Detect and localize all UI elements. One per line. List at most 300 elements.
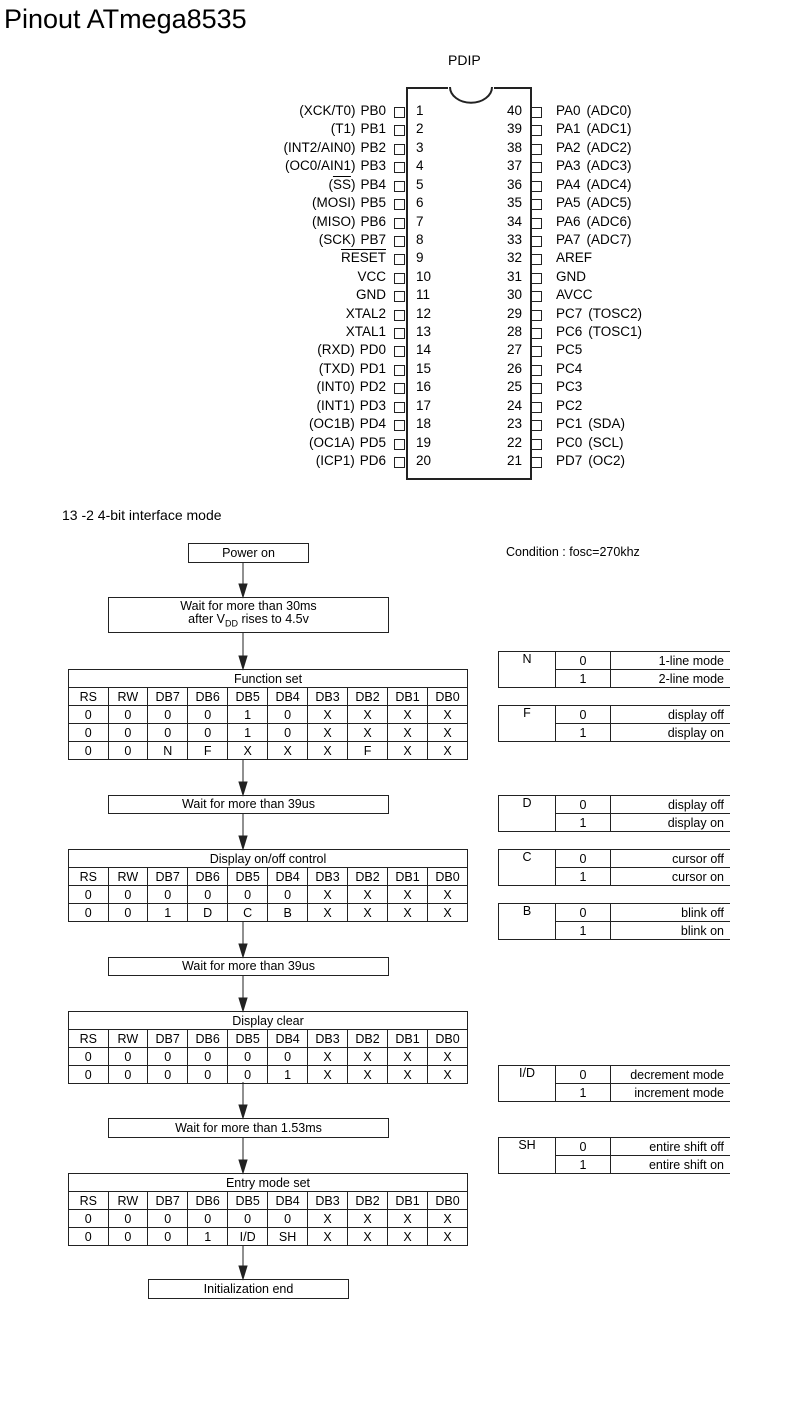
table-cell: 0: [108, 1210, 148, 1228]
pin-number: 14: [416, 342, 432, 358]
legend-value: 1: [556, 724, 611, 742]
legend-value: 0: [556, 796, 611, 814]
table-cell: X: [388, 706, 428, 724]
table-header-row: [69, 868, 468, 886]
pin-number: 38: [506, 139, 522, 155]
legend-value: 1: [556, 1156, 611, 1174]
pin-number: 15: [416, 360, 432, 376]
table-cell: B: [268, 904, 308, 922]
pin-number: 2: [416, 121, 424, 137]
pin-name: PD1: [359, 360, 386, 376]
table-cell: 0: [148, 1066, 188, 1084]
table-cell: X: [428, 1048, 468, 1066]
init-end-box: [148, 1279, 349, 1299]
pin-alt-function: (ADC1): [586, 121, 632, 137]
legend-table-id: [498, 1065, 730, 1102]
column-header: DB2: [348, 1030, 388, 1048]
table-cell: 0: [148, 724, 188, 742]
column-header: DB0: [428, 688, 468, 706]
table-cell: X: [428, 706, 468, 724]
legend-meaning: display on: [611, 814, 731, 832]
table-cell: X: [348, 904, 388, 922]
table-cell: X: [348, 886, 388, 904]
table-cell: 0: [108, 1066, 148, 1084]
column-header: DB0: [428, 1192, 468, 1210]
table-cell: X: [388, 1048, 428, 1066]
table-cell: 0: [148, 1048, 188, 1066]
table-cell: 0: [228, 1210, 268, 1228]
pin-number: 10: [416, 268, 432, 284]
pin-alt-function: (ADC5): [586, 195, 632, 211]
pin-alt-function: (RXD): [317, 342, 355, 358]
legend-row: [499, 706, 731, 724]
init-end-label: Initialization end: [203, 1281, 294, 1296]
table-cell: X: [428, 742, 468, 760]
legend-key: B: [499, 904, 556, 940]
pin-name: PB7: [360, 231, 386, 247]
table-title: Display clear: [69, 1012, 468, 1030]
table-cell: 0: [108, 1048, 148, 1066]
package-label: PDIP: [448, 52, 481, 68]
pin-number: 30: [506, 287, 522, 303]
legend-row: [499, 1138, 731, 1156]
table-cell: 0: [188, 1048, 228, 1066]
pin-number: 19: [416, 434, 432, 450]
pin-number: 5: [416, 176, 424, 192]
legend-key: D: [499, 796, 556, 832]
column-header: DB7: [148, 868, 188, 886]
table-cell: X: [348, 1048, 388, 1066]
table-cell: X: [308, 904, 348, 922]
column-header: DB5: [228, 688, 268, 706]
command-table-0: [68, 669, 468, 760]
pin-name: VCC: [357, 268, 386, 284]
pin-alt-function: (TOSC1): [588, 324, 643, 340]
pin-name: XTAL2: [345, 305, 386, 321]
table-cell: X: [428, 1066, 468, 1084]
table-cell: 1: [228, 706, 268, 724]
pin-name: PD3: [359, 397, 386, 413]
pin-name: PB6: [360, 213, 386, 229]
legend-value: 1: [556, 922, 611, 940]
table-cell: 0: [69, 1210, 109, 1228]
column-header: DB6: [188, 1192, 228, 1210]
legend-value: 1: [556, 868, 611, 886]
pin-number: 4: [416, 158, 424, 174]
table-cell: N: [148, 742, 188, 760]
pin-name: PC5: [556, 342, 583, 358]
legend-meaning: cursor on: [611, 868, 731, 886]
legend-table-c: [498, 849, 730, 886]
table-row: [69, 742, 468, 760]
page-title: Pinout ATmega8535: [4, 4, 247, 34]
pin-name: PA0: [556, 103, 581, 118]
legend-table-f: [498, 705, 730, 742]
table-cell: X: [308, 742, 348, 760]
pin-alt-function: (ADC6): [586, 213, 632, 229]
table-cell: 0: [228, 1048, 268, 1066]
pin-number: 31: [506, 268, 522, 284]
table-cell: X: [308, 886, 348, 904]
column-header: DB1: [388, 1030, 428, 1048]
wait-30ms-label: Wait for more than 30ms: [180, 598, 317, 613]
pin-name: PA4: [556, 176, 581, 192]
pin-alt-function: (OC0/AIN1): [284, 158, 356, 174]
wait-39us-box-2: [108, 957, 389, 976]
pin-name: PC3: [556, 379, 583, 395]
vdd-subscript: DD: [224, 618, 238, 629]
table-cell: 0: [69, 1228, 109, 1246]
column-header: DB6: [188, 868, 228, 886]
pin-alt-function: (OC2): [588, 452, 626, 468]
legend-key: N: [499, 652, 556, 688]
legend-value: 0: [556, 850, 611, 868]
column-header: DB0: [428, 868, 468, 886]
pin-number: 11: [416, 287, 431, 303]
table-cell: X: [388, 886, 428, 904]
pin-name: GND: [556, 268, 586, 284]
table-cell: 0: [148, 1228, 188, 1246]
pin-name: PB1: [360, 121, 386, 137]
table-cell: X: [348, 1228, 388, 1246]
pin-name: AVCC: [556, 287, 593, 303]
legend-value: 0: [556, 706, 611, 724]
pin-number: 17: [416, 397, 432, 413]
table-cell: F: [188, 742, 228, 760]
column-header: DB5: [228, 868, 268, 886]
pin-number: 13: [416, 324, 432, 340]
wait-30ms-box: [108, 597, 389, 633]
column-header: DB6: [188, 1030, 228, 1048]
pin-number: 25: [506, 379, 522, 395]
pin-name: PC1: [556, 416, 583, 432]
pin-name: PA7: [556, 231, 581, 247]
legend-meaning: entire shift on: [611, 1156, 731, 1174]
table-cell: F: [348, 742, 388, 760]
table-cell: 0: [188, 886, 228, 904]
table-cell: X: [308, 1228, 348, 1246]
table-cell: X: [228, 742, 268, 760]
table-cell: X: [428, 1210, 468, 1228]
table-cell: X: [428, 1228, 468, 1246]
table-cell: 1: [268, 1066, 308, 1084]
table-cell: X: [348, 724, 388, 742]
table-title: Entry mode set: [69, 1174, 468, 1192]
table-cell: X: [388, 1228, 428, 1246]
legend-meaning: blink on: [611, 922, 731, 940]
column-header: RW: [108, 688, 148, 706]
wait-vdd-post: rises to 4.5v: [237, 611, 309, 626]
column-header: DB1: [388, 688, 428, 706]
table-cell: X: [308, 706, 348, 724]
legend-row: [499, 904, 731, 922]
table-cell: 0: [69, 1066, 109, 1084]
legend-value: 0: [556, 652, 611, 670]
table-row: [69, 1066, 468, 1084]
pin-number: 32: [506, 250, 522, 266]
power-on-label: Power on: [222, 545, 275, 560]
column-header: DB3: [308, 688, 348, 706]
pin-alt-function: (ADC3): [586, 158, 632, 174]
legend-table-sh: [498, 1137, 730, 1174]
table-title-row: [69, 850, 468, 868]
column-header: DB0: [428, 1030, 468, 1048]
table-cell: 0: [188, 1210, 228, 1228]
pin-alt-function: (OC1A): [308, 434, 355, 450]
pin-number: 35: [506, 195, 522, 211]
column-header: DB4: [268, 1030, 308, 1048]
table-cell: X: [428, 724, 468, 742]
column-header: DB6: [188, 688, 228, 706]
pin-alt-function: (ICP1): [315, 452, 355, 468]
table-cell: 0: [108, 742, 148, 760]
wait-153ms-box: [108, 1118, 389, 1138]
table-cell: X: [388, 724, 428, 742]
table-cell: 0: [188, 706, 228, 724]
column-header: DB2: [348, 1192, 388, 1210]
table-cell: 0: [108, 904, 148, 922]
pin-alt-function: (ADC2): [586, 139, 632, 155]
table-row: [69, 904, 468, 922]
pin-alt-function: (INT1): [316, 397, 355, 413]
condition-text: Condition : fosc=270khz: [506, 545, 640, 559]
legend-key: SH: [499, 1138, 556, 1174]
pin-alt-function: (MOSI): [311, 195, 356, 211]
column-header: RS: [69, 688, 109, 706]
legend-meaning: entire shift off: [611, 1138, 731, 1156]
table-cell: X: [308, 724, 348, 742]
pin-name: PD2: [359, 379, 386, 395]
table-row: [69, 1210, 468, 1228]
pin-number: 29: [506, 305, 522, 321]
pin-name: PA2: [556, 139, 581, 155]
column-header: DB7: [148, 1030, 188, 1048]
pin-alt-function: (MISO): [311, 213, 356, 229]
legend-meaning: display off: [611, 706, 731, 724]
pin-name: PC6: [556, 324, 583, 340]
pin-number: 18: [416, 416, 432, 432]
legend-row: [499, 1066, 731, 1084]
table-cell: 0: [148, 886, 188, 904]
wait-39us-label: Wait for more than 39us: [182, 797, 315, 811]
column-header: DB7: [148, 688, 188, 706]
table-cell: X: [428, 904, 468, 922]
wait-vdd-pre: after V: [188, 611, 225, 626]
legend-meaning: cursor off: [611, 850, 731, 868]
pin-alt-function: (T1): [330, 121, 356, 137]
table-row: [69, 1228, 468, 1246]
table-cell: X: [428, 886, 468, 904]
table-cell: X: [308, 1048, 348, 1066]
ss-overline: $\overline{SS}$: [332, 176, 351, 192]
table-title-row: [69, 670, 468, 688]
pin-name: RESET: [340, 250, 386, 266]
legend-table-b: [498, 903, 730, 940]
column-header: DB5: [228, 1030, 268, 1048]
wait-39us-label: Wait for more than 39us: [182, 959, 315, 973]
table-cell: X: [388, 1066, 428, 1084]
column-header: DB4: [268, 688, 308, 706]
section-title: 13 -2 4-bit interface mode: [62, 507, 222, 523]
pin-number: 27: [506, 342, 522, 358]
pin-number: 39: [506, 121, 522, 137]
column-header: DB5: [228, 1192, 268, 1210]
legend-key: F: [499, 706, 556, 742]
pin-number: 8: [416, 231, 424, 247]
pin-number: 6: [416, 195, 424, 211]
legend-meaning: blink off: [611, 904, 731, 922]
table-header-row: [69, 688, 468, 706]
table-cell: 0: [69, 724, 109, 742]
table-cell: X: [348, 1066, 388, 1084]
legend-row: [499, 652, 731, 670]
legend-row: [499, 850, 731, 868]
column-header: DB7: [148, 1192, 188, 1210]
pin-alt-function: (OC1B): [308, 416, 355, 432]
legend-meaning: 2-line mode: [611, 670, 731, 688]
wait-39us-box-1: [108, 795, 389, 814]
legend-meaning: increment mode: [611, 1084, 731, 1102]
table-cell: 0: [188, 724, 228, 742]
pin-name: XTAL1: [345, 324, 386, 340]
column-header: DB1: [388, 1192, 428, 1210]
column-header: DB2: [348, 868, 388, 886]
pin-number: 23: [506, 416, 522, 432]
pin-name: PC7: [556, 305, 583, 321]
pin-number: 20: [416, 452, 432, 468]
table-cell: C: [228, 904, 268, 922]
column-header: RS: [69, 868, 109, 886]
table-cell: X: [388, 904, 428, 922]
table-cell: X: [348, 1210, 388, 1228]
pin-number: 24: [506, 397, 522, 413]
table-cell: 0: [268, 1210, 308, 1228]
pin-name: PB2: [360, 139, 386, 155]
column-header: DB2: [348, 688, 388, 706]
pin-alt-function: (TOSC2): [588, 305, 643, 321]
pin-number: 40: [506, 103, 522, 118]
pin-name: GND: [356, 287, 386, 303]
table-row: [69, 886, 468, 904]
legend-row: [499, 796, 731, 814]
table-cell: D: [188, 904, 228, 922]
legend-value: 1: [556, 1084, 611, 1102]
table-cell: 1: [148, 904, 188, 922]
table-cell: 0: [69, 886, 109, 904]
table-cell: 0: [268, 886, 308, 904]
legend-value: 0: [556, 1138, 611, 1156]
pin-name: PB4: [360, 176, 386, 192]
column-header: RW: [108, 868, 148, 886]
pin-number: 26: [506, 360, 522, 376]
pin-name: PA5: [556, 195, 581, 211]
column-header: DB3: [308, 868, 348, 886]
pin-alt-function: $(\overline{SS})$: [328, 176, 356, 192]
table-cell: X: [388, 742, 428, 760]
table-cell: 1: [188, 1228, 228, 1246]
pin-name: PA1: [556, 121, 581, 137]
pin-number: 34: [506, 213, 522, 229]
pin-alt-function: (ADC7): [586, 231, 632, 247]
column-header: RW: [108, 1030, 148, 1048]
pin-number: 37: [506, 158, 522, 174]
pin-number: 12: [416, 305, 432, 321]
legend-value: 1: [556, 814, 611, 832]
command-table-2: [68, 1011, 468, 1084]
table-title: Function set: [69, 670, 468, 688]
table-cell: 0: [148, 706, 188, 724]
table-header-row: [69, 1192, 468, 1210]
pin-name: PD4: [359, 416, 386, 432]
table-cell: 0: [268, 1048, 308, 1066]
table-row: [69, 706, 468, 724]
legend-meaning: 1-line mode: [611, 652, 731, 670]
pin-name: PD0: [359, 342, 386, 358]
legend-meaning: display on: [611, 724, 731, 742]
table-cell: 0: [148, 1210, 188, 1228]
table-cell: 0: [188, 1066, 228, 1084]
table-cell: X: [308, 1066, 348, 1084]
pin-name: PC0: [556, 434, 583, 450]
column-header: DB4: [268, 868, 308, 886]
pin-name: PA3: [556, 158, 581, 174]
table-cell: 0: [108, 724, 148, 742]
legend-meaning: display off: [611, 796, 731, 814]
column-header: DB4: [268, 1192, 308, 1210]
table-cell: SH: [268, 1228, 308, 1246]
pin-number: 33: [506, 231, 522, 247]
pin-alt-function: (XCK/T0): [299, 103, 356, 118]
pin-number: 21: [506, 452, 522, 468]
table-cell: 0: [108, 1228, 148, 1246]
pin-name: AREF: [556, 250, 593, 266]
power-on-box: [188, 543, 309, 563]
table-header-row: [69, 1030, 468, 1048]
wait-153ms-label: Wait for more than 1.53ms: [175, 1120, 322, 1135]
table-cell: 0: [228, 1066, 268, 1084]
legend-value: 1: [556, 670, 611, 688]
pin-name: PD5: [359, 434, 386, 450]
legend-value: 0: [556, 1066, 611, 1084]
legend-key: C: [499, 850, 556, 886]
pin-alt-function: (INT2/AIN0): [283, 139, 356, 155]
command-table-1: [68, 849, 468, 922]
column-header: RW: [108, 1192, 148, 1210]
column-header: RS: [69, 1192, 109, 1210]
column-header: DB1: [388, 868, 428, 886]
pin-number: 9: [416, 250, 424, 266]
pin-name: PB3: [360, 158, 386, 174]
table-cell: 0: [69, 742, 109, 760]
wait-vdd-label: [188, 613, 309, 631]
table-cell: X: [268, 742, 308, 760]
pin-number: 3: [416, 139, 424, 155]
table-cell: 0: [268, 724, 308, 742]
pin-alt-function: (SDA): [588, 416, 626, 432]
pin-name: PC4: [556, 360, 583, 376]
column-header: RS: [69, 1030, 109, 1048]
table-cell: 0: [108, 886, 148, 904]
table-cell: X: [308, 1210, 348, 1228]
column-header: DB3: [308, 1030, 348, 1048]
legend-key: I/D: [499, 1066, 556, 1102]
pin-alt-function: (INT0): [316, 379, 355, 395]
legend-table-d: [498, 795, 730, 832]
pin-alt-function: (TXD): [318, 360, 355, 376]
column-header: DB3: [308, 1192, 348, 1210]
table-cell: 0: [268, 706, 308, 724]
table-title-row: [69, 1012, 468, 1030]
